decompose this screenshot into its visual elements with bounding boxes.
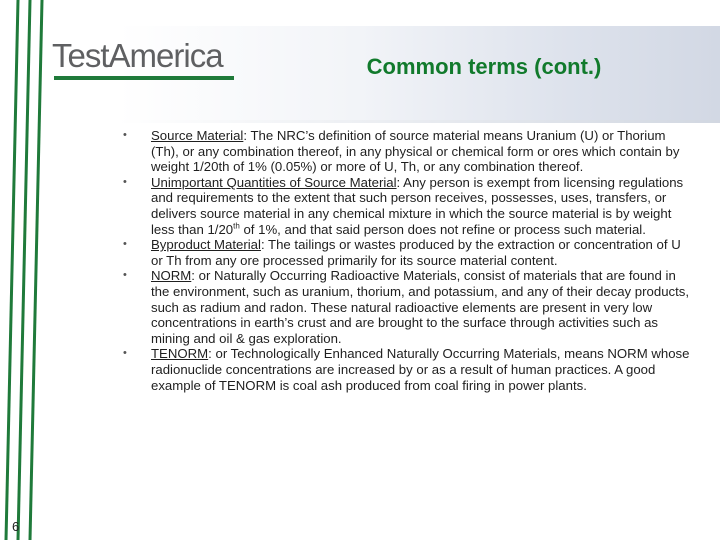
term-definition: : or Technologically Enhanced Naturally Occurring Materials, means NORM whose radionuclide concentrations are increased by or as a result of human practices. A good example of TENORM is coal ash produced from coal firing in power plants.: [151, 346, 690, 393]
term-definition: : Any person is exempt from licensing regulations and requirements to the extent that such person receives, possesses, uses, transfers, or delivers source material in any chemical mixture in which the source material is by weight less than 1/20: [151, 174, 684, 237]
bullet-list: [110, 128, 690, 393]
term-label: TENORM: [151, 346, 209, 362]
bullet-item-byproduct-material: [110, 237, 690, 268]
bullet-item-source-material: [110, 128, 690, 175]
bullet-marker: •: [123, 175, 127, 188]
term-label: NORM: [151, 268, 192, 284]
term-definition: : The tailings or wastes produced by the extraction or concentration of U or Th from any ore processed primarily for its source material content.: [151, 237, 681, 268]
term-definition-cont: of 1%, and that said person does not refine or process such material.: [239, 221, 646, 237]
superscript: th: [233, 221, 240, 231]
bullet-marker: •: [123, 129, 127, 141]
bullet-list-container: [110, 128, 690, 393]
logo-text: TestAmerica: [52, 37, 223, 74]
bullet-marker: •: [123, 238, 127, 251]
term-label: Unimportant Quantities of Source Material: [151, 174, 397, 190]
bullet-item-tenorm: [110, 346, 690, 393]
term-definition: : or Naturally Occurring Radioactive Materials, consist of materials that are found in the environment, such as uranium, thorium, and potassium, and any of their decay products, such as radium and radon. These natural radioactive elements are present in very low concentrations in earth’s crust and are brought to the surface through activities such as mining and oil & gas exploration.: [151, 268, 690, 346]
slide-title: Common terms (cont.): [366, 54, 602, 79]
term-label: Source Material: [151, 128, 244, 143]
testamerica-logo: [48, 34, 238, 84]
bullet-item-unimportant-quantities: [110, 175, 690, 237]
bullet-item-norm: [110, 268, 690, 346]
term-definition: : The NRC’s definition of source material means Uranium (U) or Thorium (Th), or any combination thereof, in any physical or chemical form or ores which contain by weight 1/20th of 1% (0.05%) or more of U, Th, or any combination thereof.: [151, 128, 680, 175]
page-number: 6: [12, 519, 20, 534]
term-label: Byproduct Material: [151, 237, 261, 253]
bullet-marker: •: [123, 347, 127, 360]
logo-underline: [54, 76, 234, 80]
bullet-marker: •: [123, 269, 127, 282]
